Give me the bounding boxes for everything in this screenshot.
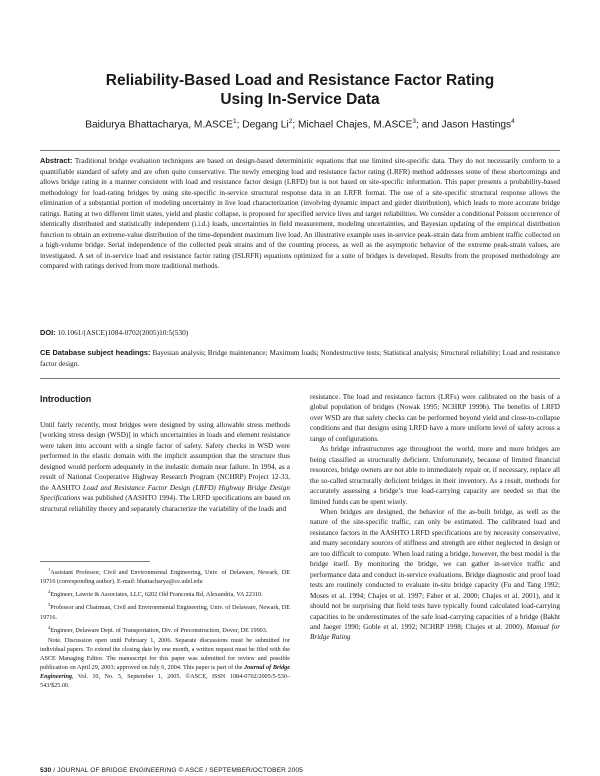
footnote-1 bbox=[40, 565, 290, 586]
footnote-4-marker: 4 bbox=[48, 624, 51, 630]
running-footer: / JOURNAL OF BRIDGE ENGINEERING © ASCE / SEPTEMBER/OCTOBER 2005 bbox=[51, 767, 303, 774]
footnote-3 bbox=[40, 600, 290, 621]
footnote-rule bbox=[40, 561, 150, 562]
subject-headings-text: Bayesian analysis; Bridge maintenance; Maximum loads; Nondestructive tests; Statistical analysis; Structural reliability; Load and resistance factor design. bbox=[40, 349, 560, 368]
intro-p4-manual-title: Manual for Bridge Rating bbox=[310, 622, 560, 642]
intro-p1-spec-title: Load and Resistance Factor Design (LRFD) Highway Bridge Design Specifications bbox=[40, 483, 290, 503]
intro-p1-text-b: was published (AASHTO 1994). The LRFD specifications are based on structural reliability theory and separately characterize the variability of the loads and bbox=[40, 494, 290, 513]
footnote-4-text: Engineer, Delaware Dept. of Transportation, Div. of Preconstruction, Dover, DE 19903. bbox=[50, 626, 268, 634]
footnote-1-text: Assistant Professor, Civil and Environmental Engineering, Univ. of Delaware, Newark, DE 19716 (corresponding author). E-mail: bhattacharya@ce.udel.edu bbox=[40, 569, 290, 586]
abstract-label: Abstract: bbox=[40, 156, 73, 165]
doi-label: DOI: bbox=[40, 328, 56, 337]
paper-title bbox=[40, 71, 560, 109]
author-1-affil: 1 bbox=[233, 118, 237, 125]
author-3-affil: 3 bbox=[412, 118, 417, 125]
subject-headings-label: CE Database subject headings: bbox=[40, 348, 151, 357]
doi-value: 10.1061/(ASCE)1084-0702(2005)10:5(530) bbox=[57, 328, 189, 337]
doi-line bbox=[40, 328, 560, 337]
title-line-2: Using In-Service Data bbox=[220, 91, 380, 108]
journal-name: Journal of Bridge Engineering bbox=[40, 664, 291, 681]
author-list bbox=[40, 118, 560, 130]
section-heading-introduction: Introduction bbox=[40, 394, 92, 404]
intro-p4-text: When bridges are designed, the behavior of the as-built bridge, as well as the nature of the site-specific traffic, can only be estimated. The calibrated load and resistance factors in the AASHTO LRFD specifications are by necessity conservative, and many secondary sources of stiffness and strength are either neglected in design or are too difficult to compute. When load rating a bridge, however, the best model is the bridge itself. By monitoring the bridge, we can gather in-service traffic and performance data and conduct in-service evaluations. Bridge diagnostic and proof load tests are routinely conducted to evaluate in-situ bridge capacity (Fu and Tang 1992; Moses et al. 1994; Chajes et al. 1997; Faber et al. 2000; Chajes et al. 2001), and it should not be surprising that field tests have typically found calculated load-carrying capacities to be underestimates of the safe load-carrying capacities of a bridge (Bakht and Jaeger 1990; Goble et al. 1992; NCHRP 1998; Chajes et al. 2000). bbox=[310, 507, 560, 631]
left-column bbox=[40, 420, 290, 514]
author-3: ; Michael Chajes, M.ASCE bbox=[292, 119, 413, 131]
right-column bbox=[310, 392, 560, 643]
editorial-note bbox=[40, 636, 290, 691]
title-line-1: Reliability-Based Load and Resistance Factor Rating bbox=[105, 72, 495, 89]
editorial-note-text-a: Note. Discussion open until February 1, 2006. Separate discussions must be submitted for individual papers. To extend the closing date by one month, a written request must be filed with the ASCE Managing Editor. The manuscript for this paper was submitted for review and possible publication on April 29, 2003; approved on July 6, 2004. This paper is part of the bbox=[40, 636, 290, 672]
intro-paragraph-4 bbox=[310, 507, 560, 643]
editorial-note-text-b: , Vol. 10, No. 5, September 1, 2005. ©ASCE, ISSN 1084-0702/2005/5-530–543/$25.00. bbox=[40, 673, 290, 690]
footnote-4 bbox=[40, 623, 290, 635]
top-divider bbox=[40, 150, 560, 151]
footnote-3-marker: 3 bbox=[48, 602, 51, 608]
page-number: 530 bbox=[40, 767, 52, 774]
footnote-1-marker: 1 bbox=[48, 567, 51, 572]
author-2: ; Degang Li bbox=[236, 119, 289, 131]
footnote-2 bbox=[40, 587, 290, 599]
intro-paragraph-1 bbox=[40, 420, 290, 514]
abstract-text: Traditional bridge evaluation techniques are based on design-based deterministic equations that use limited site-specific data. They do not necessarily conform to a quantifiable standard of safety and are often quite conservative. The newly emerging load and resistance factor rating (LRFR) method addresses some of these shortcomings and allows bridge rating in a manner consistent with load and resistance factor design (LRFD) but is not based on site-specific information. This paper presents a probability-based methodology for load-rating bridges by using site-specific in-service structural response data in an LRFR format. The use of a site-specific structural response allows the elimination of a substantial portion of modeling uncertainty in live load characterization (involving dynamic impact and girder distribution), which leads to more accurate bridge ratings. Rating at two different limit states, yield and plastic collapse, is proposed for specified service lives and target reliabilities. We consider a conditional Poisson occurrence of identically distributed and statistically independent (i.i.d.) loads, uncertainties in field measurement, modeling uncertainties, and Bayesian updating of the empirical distribution function to obtain an extreme-value distribution of the time-dependent maximum live load. An illustrative example uses in-service peak-strain data from ambient traffic collected on a high-volume bridge. Serial independence of the collected peak strains and of the counting process, as well as the asymptotic behavior of the extreme peak-strain values, are investigated. A set of in-service load and resistance factor rating (ISLRFR) equations optimized for a suite of bridges is developed. Results from the proposed methodology are compared with ratings derived from more traditional methods. bbox=[40, 157, 560, 270]
header-divider bbox=[40, 378, 560, 379]
intro-p1-text-a: Until fairly recently, most bridges were designed by using allowable stress methods [working stress design (WSD)] in which uncertainties in loads and element resistance were taken into account with a single factor of safety. Safety checks in WSD were performed in the elastic domain with the implicit assumption that the structure thus designed would perform adequately in the inelastic domain near failure. In 1994, as a result of National Cooperative Highway Research Program (NCHRP) Project 12-33, the AASHTO bbox=[40, 421, 290, 492]
author-4: ; and Jason Hastings bbox=[416, 119, 512, 131]
intro-paragraph-2: resistance. The load and resistance factors (LRFs) were calibrated on the basis of a global population of bridges (Nowak 1995; NCHRP 1999b). The benefits of LRFD over WSD are that safety checks can be performed beyond yield and close-to-collapse conditions and that designs using LRFD have a more uniform level of safety across a range of configurations. bbox=[310, 393, 560, 443]
intro-paragraph-3: As bridge infrastructures age throughout the world, more and more bridges are being classified as structurally deficient. Unfortunately, because of limited financial resources, bridge owners are not able to immediately repair or, if necessary, replace all the so-called structurally deficient bridges in their inventory. As a result, methods for accurately assessing a bridge’s true load-carrying capacity are needed so that the limited funds can be spent wisely. bbox=[310, 445, 560, 506]
footnote-2-marker: 2 bbox=[48, 589, 51, 595]
author-1: Baidurya Bhattacharya, M.ASCE bbox=[85, 119, 233, 131]
footnotes bbox=[40, 565, 290, 691]
author-4-affil: 4 bbox=[511, 118, 515, 125]
author-2-affil: 2 bbox=[288, 118, 293, 125]
abstract bbox=[40, 156, 560, 272]
page-footer bbox=[40, 767, 303, 774]
footnote-3-text: Professor and Chairman, Civil and Environmental Engineering, Univ. of Delaware, Newark, DE 19716. bbox=[40, 604, 290, 621]
subject-headings bbox=[40, 348, 560, 369]
footnote-2-text: Engineer, Lawrie & Associates, LLC, 6202 Old Franconia Rd, Alexandria, VA 22310. bbox=[50, 591, 263, 599]
